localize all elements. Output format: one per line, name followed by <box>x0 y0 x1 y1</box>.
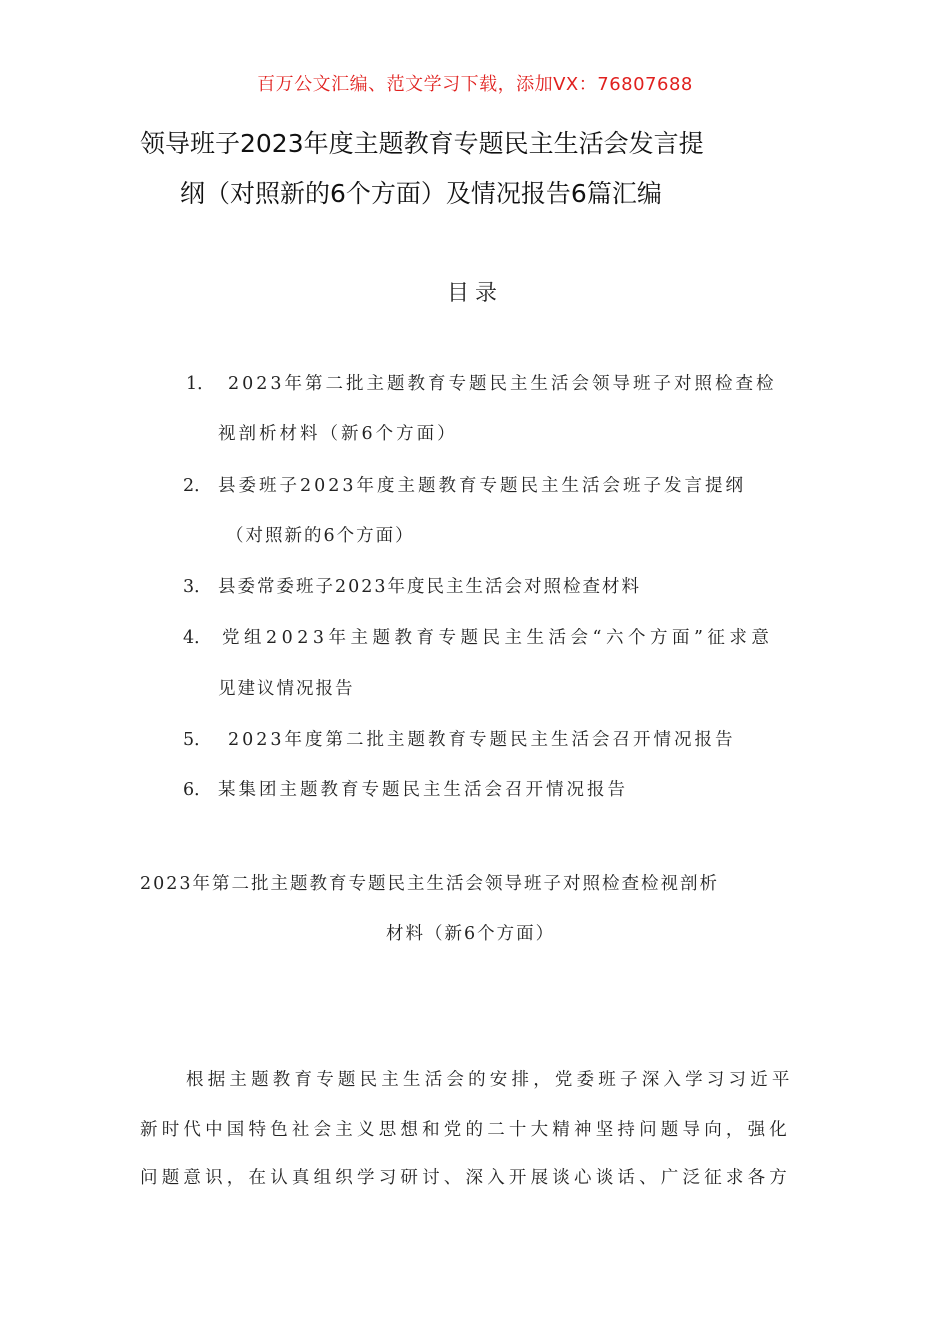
toc-item-6-title[interactable]: 某集团主题教育专题民主生活会召开情况报告 <box>218 780 628 800</box>
toc-heading: 目录 <box>446 281 503 306</box>
section-title-line-2: 材料（新6个方面） <box>386 924 556 944</box>
toc-item-4-number: 4． <box>183 628 212 648</box>
toc-item-3-title[interactable]: 县委常委班子2023年度民主生活会对照检查材料 <box>218 577 642 597</box>
toc-item-1-title[interactable]: 2023年第二批主题教育专题民主生活会领导班子对照检查检 <box>228 374 777 394</box>
section-title-line-1: 2023年第二批主题教育专题民主生活会领导班子对照检查检视剖析 <box>140 874 720 894</box>
toc-item-1-number: 1． <box>186 374 215 394</box>
toc-item-6-number: 6． <box>183 780 212 800</box>
toc-item-4-title[interactable]: 党组2023年主题教育专题民主生活会“六个方面”征求意 <box>222 628 774 648</box>
body-paragraph-line-1: 根据主题教育专题民主生活会的安排，党委班子深入学习习近平 <box>186 1070 794 1090</box>
toc-item-5-title[interactable]: 2023年度第二批主题教育专题民主生活会召开情况报告 <box>228 730 736 750</box>
toc-item-3-number: 3． <box>183 577 212 597</box>
toc-item-4-title-cont[interactable]: 见建议情况报告 <box>218 679 355 699</box>
toc-item-2-title-cont[interactable]: （对照新的6个方面） <box>226 526 415 546</box>
body-paragraph-line-3: 问题意识，在认真组织学习研讨、深入开展谈心谈话、广泛征求各方 <box>140 1168 791 1188</box>
document-title-line-2: 纲（对照新的6个方面）及情况报告6篇汇编 <box>180 179 662 208</box>
watermark-banner: 百万公文汇编、范文学习下载，添加VX：76807688 <box>257 74 693 95</box>
toc-item-2-title[interactable]: 县委班子2023年度主题教育专题民主生活会班子发言提纲 <box>218 476 747 496</box>
toc-item-2-number: 2． <box>183 476 212 496</box>
toc-item-1-title-cont[interactable]: 视剖析材料（新6个方面） <box>218 424 458 444</box>
document-title-line-1: 领导班子2023年度主题教育专题民主生活会发言提 <box>140 129 704 158</box>
toc-item-5-number: 5． <box>183 730 212 750</box>
body-paragraph-line-2: 新时代中国特色社会主义思想和党的二十大精神坚持问题导向，强化 <box>140 1120 791 1140</box>
